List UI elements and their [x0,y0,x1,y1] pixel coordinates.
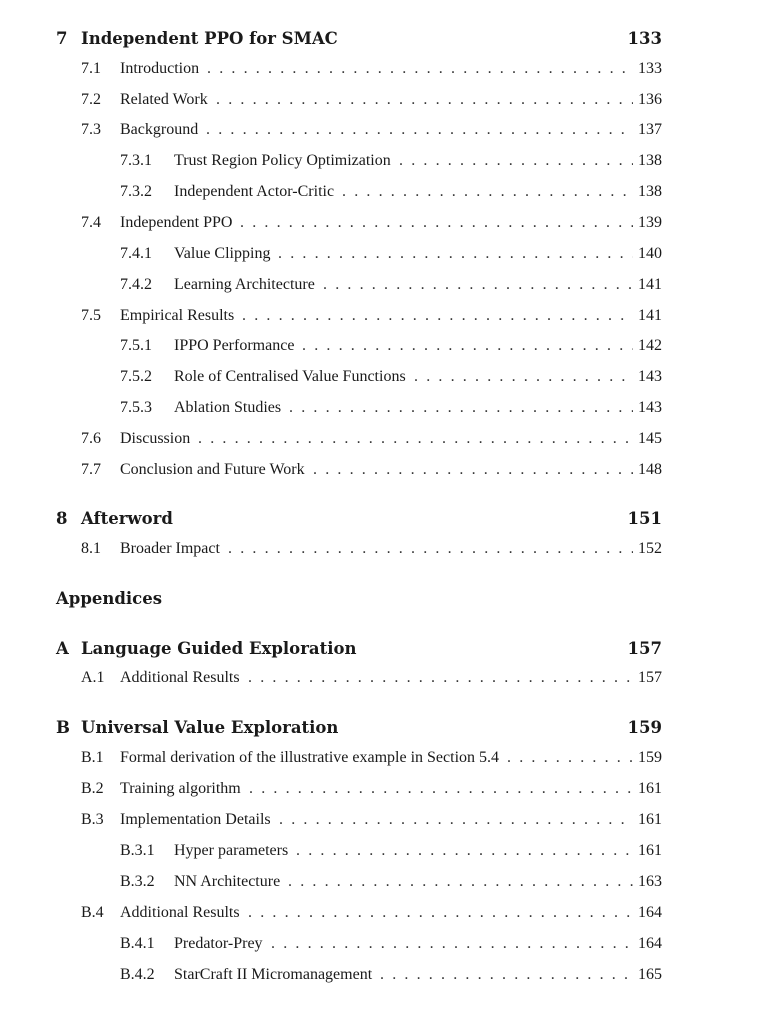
toc-entry[interactable] [0,149,770,173]
entry-number: 7 [56,28,68,48]
toc-entry[interactable] [0,396,770,420]
dot-leader [242,304,633,328]
page-number: 140 [638,245,662,262]
entry-number: 7.3.2 [120,183,152,200]
dot-leader [279,808,633,832]
entry-number: B.4.1 [120,935,155,952]
toc-entry[interactable] [0,211,770,235]
page-number: 148 [638,461,662,478]
dot-leader [342,180,633,204]
entry-title: Learning Architecture [174,276,319,294]
entry-number: 7.4.2 [120,276,152,293]
entry-title: IPPO Performance [174,337,298,355]
page-number: 151 [627,508,662,528]
toc-entry[interactable] [0,870,770,894]
entry-title: Independent Actor-Critic [174,183,338,201]
page-number: 161 [638,842,662,859]
page-number: 159 [638,749,662,766]
entry-title: Universal Value Exploration [81,718,342,737]
entry-number: B.4 [81,904,104,921]
toc-entry[interactable] [0,334,770,358]
entry-title: Training algorithm [120,780,245,798]
entry-title: NN Architecture [174,873,284,891]
page-number: 138 [638,183,662,200]
toc-entry[interactable] [0,537,770,561]
dot-leader [206,118,633,142]
dot-leader [228,537,633,561]
entry-number: B.4.2 [120,966,155,983]
entry-title: StarCraft II Micromanagement [174,966,376,984]
entry-number: 7.3.1 [120,152,152,169]
entry-number: B.1 [81,749,104,766]
page-number: 137 [638,121,662,138]
entry-number: B.3.1 [120,842,155,859]
toc-chapter[interactable] [0,715,770,739]
entry-number: 7.5.1 [120,337,152,354]
page-number: 143 [638,368,662,385]
entry-title: Additional Results [120,904,244,922]
page-number: 133 [638,60,662,77]
page-number: 164 [638,935,662,952]
page-number: 145 [638,430,662,447]
dot-leader [507,746,633,770]
page-number: 139 [638,214,662,231]
entry-number: A.1 [81,669,105,686]
toc-entry[interactable] [0,57,770,81]
entry-number: 7.5 [81,307,101,324]
dot-leader [380,963,633,987]
entry-title: Trust Region Policy Optimization [174,152,395,170]
entry-title: Empirical Results [120,307,238,325]
toc-entry[interactable] [0,118,770,142]
toc-entry[interactable] [0,242,770,266]
entry-title: Hyper parameters [174,842,292,860]
toc-entry[interactable] [0,180,770,204]
entry-title: Discussion [120,430,194,448]
dot-leader [240,211,633,235]
entry-title: Role of Centralised Value Functions [174,368,410,386]
entry-title: Independent PPO [120,214,236,232]
dot-leader [289,396,633,420]
entry-number: 7.3 [81,121,101,138]
entry-number: 7.2 [81,91,101,108]
dot-leader [399,149,633,173]
toc-entry[interactable] [0,777,770,801]
toc-entry[interactable] [0,458,770,482]
toc-entry[interactable] [0,932,770,956]
entry-title: Additional Results [120,669,244,687]
entry-number: B.2 [81,780,104,797]
entry-number: B.3 [81,811,104,828]
page-number: 157 [638,669,662,686]
page-number: 141 [638,276,662,293]
toc-entry[interactable] [0,808,770,832]
dot-leader [414,365,633,389]
entry-title: Background [120,121,202,139]
entry-number: 8 [56,508,68,528]
dot-leader [323,273,633,297]
page-number: 157 [627,638,662,658]
toc-entry[interactable] [0,901,770,925]
toc-entry[interactable] [0,304,770,328]
dot-leader [313,458,633,482]
entry-number: B [56,717,70,737]
page-number: 161 [638,780,662,797]
entry-title: Value Clipping [174,245,274,263]
page-number: 141 [638,307,662,324]
dot-leader [296,839,633,863]
entry-title: Language Guided Exploration [81,639,360,658]
page-number: 136 [638,91,662,108]
entry-title: Afterword [81,509,177,528]
entry-title: Related Work [120,91,212,109]
toc-chapter[interactable] [0,26,770,50]
entry-number: 7.4.1 [120,245,152,262]
entry-number: 8.1 [81,540,101,557]
toc-entry[interactable] [0,963,770,987]
dot-leader [249,777,633,801]
dot-leader [278,242,633,266]
entry-title: Independent PPO for SMAC [81,29,342,48]
dot-leader [216,88,633,112]
dot-leader [271,932,633,956]
toc-entry[interactable] [0,365,770,389]
entry-number: B.3.2 [120,873,155,890]
page-number: 138 [638,152,662,169]
dot-leader [288,870,633,894]
dot-leader [198,427,633,451]
entry-title: Ablation Studies [174,399,285,417]
entry-title: Introduction [120,60,203,78]
toc-entry[interactable] [0,839,770,863]
dot-leader [207,57,633,81]
entry-title: Implementation Details [120,811,275,829]
entry-number: 7.5.3 [120,399,152,416]
page-number: 161 [638,811,662,828]
entry-number: A [56,638,69,658]
entry-title: Predator-Prey [174,935,267,953]
entry-number: 7.1 [81,60,101,77]
toc-entry[interactable] [0,746,770,770]
entry-number: 7.7 [81,461,101,478]
page-number: 152 [638,540,662,557]
toc-chapter[interactable] [0,506,770,530]
entry-number: 7.6 [81,430,101,447]
appendices-heading[interactable] [0,586,770,610]
page-number: 163 [638,873,662,890]
toc-entry[interactable] [0,666,770,690]
entry-title: Broader Impact [120,540,224,558]
toc-entry[interactable] [0,273,770,297]
toc-chapter[interactable] [0,636,770,660]
page-number: 133 [627,28,662,48]
entry-title: Appendices [56,589,166,608]
page-number: 143 [638,399,662,416]
entry-number: 7.5.2 [120,368,152,385]
dot-leader [302,334,633,358]
page-number: 159 [627,717,662,737]
entry-number: 7.4 [81,214,101,231]
dot-leader [248,901,633,925]
toc-entry[interactable] [0,88,770,112]
entry-title: Conclusion and Future Work [120,461,309,479]
toc-entry[interactable] [0,427,770,451]
page-number: 164 [638,904,662,921]
entry-title: Formal derivation of the illustrative example in Section 5.4 [120,749,503,767]
dot-leader [248,666,633,690]
page-number: 165 [638,966,662,983]
page-number: 142 [638,337,662,354]
